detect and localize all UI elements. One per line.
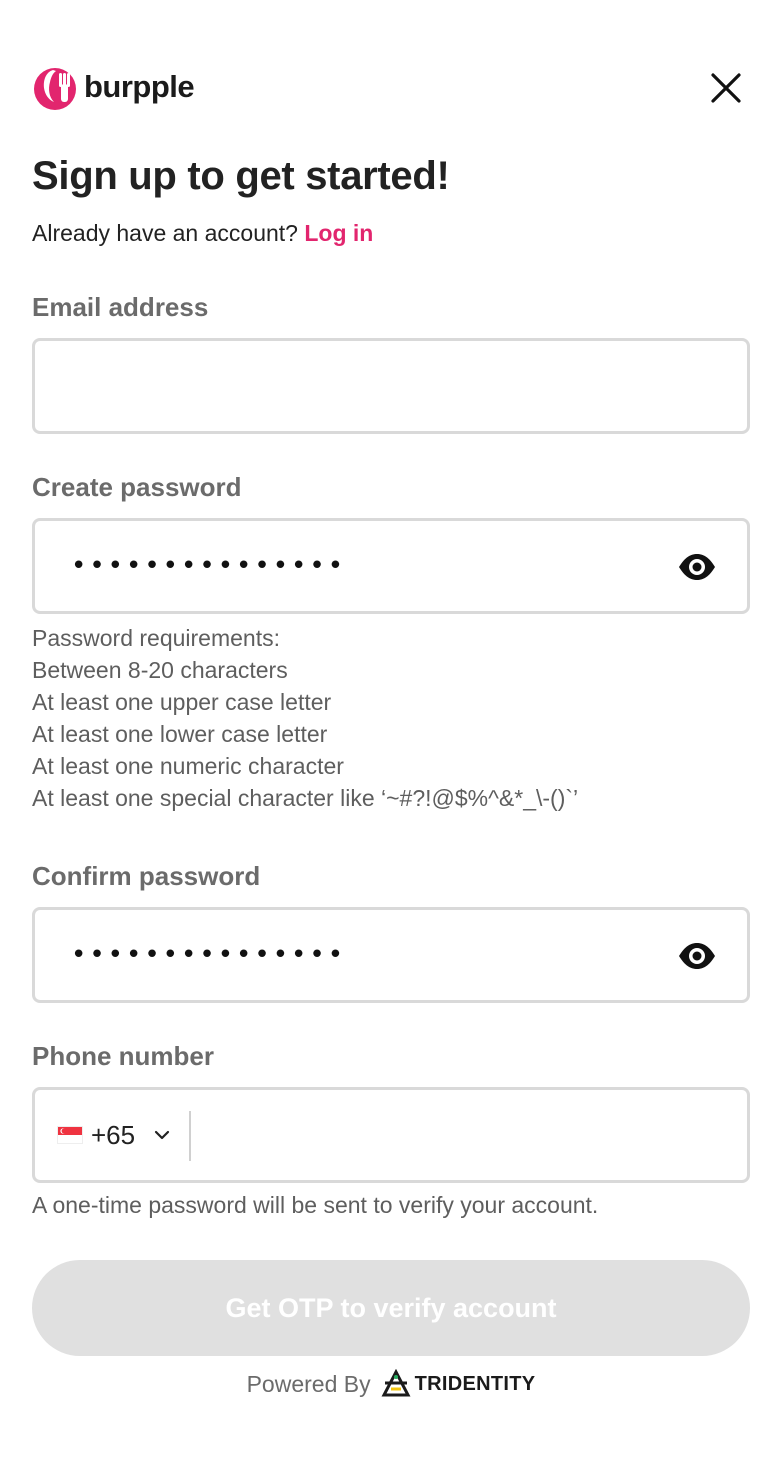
- country-code-selector[interactable]: [57, 1090, 171, 1180]
- requirement-line: At least one numeric character: [32, 753, 344, 779]
- login-prompt: [32, 220, 373, 247]
- email-field[interactable]: [35, 341, 669, 431]
- show-password-eye-icon[interactable]: [677, 547, 717, 587]
- confirm-password-label: Confirm password: [32, 861, 261, 891]
- show-confirm-password-eye-icon[interactable]: [677, 936, 717, 976]
- phone-field-box: [32, 1087, 750, 1183]
- burpple-logo-icon: [32, 64, 78, 110]
- requirement-line: At least one upper case letter: [32, 689, 332, 715]
- login-prompt-text: Already have an account?: [32, 220, 298, 246]
- country-code: +65: [91, 1119, 136, 1150]
- tridentity-name: TRIDENTITY: [414, 1372, 536, 1395]
- singapore-flag-icon: [57, 1126, 83, 1144]
- confirm-password-field-box: [32, 907, 750, 1003]
- email-label: Email address: [32, 292, 209, 322]
- requirement-line: Between 8-20 characters: [32, 657, 288, 683]
- create-password-field[interactable]: •••••••••••••••: [71, 551, 347, 581]
- page-title: Sign up to get started!: [32, 154, 450, 198]
- chevron-down-icon: [153, 1126, 171, 1144]
- close-icon: [711, 73, 741, 103]
- create-password-field-box: [32, 518, 750, 614]
- confirm-password-field[interactable]: •••••••••••••••: [71, 940, 347, 970]
- requirement-line: At least one lower case letter: [32, 721, 328, 747]
- tridentity-logo-icon: [381, 1369, 411, 1399]
- create-password-label: Create password: [32, 472, 242, 502]
- tridentity-logo: [381, 1369, 536, 1399]
- requirement-line: Password requirements:: [32, 625, 280, 651]
- brand-name: burpple: [84, 69, 195, 104]
- phone-number-field[interactable]: [195, 1090, 729, 1180]
- email-field-box: [32, 338, 750, 434]
- phone-label: Phone number: [32, 1041, 215, 1071]
- phone-divider: [189, 1111, 191, 1161]
- phone-hint: A one-time password will be sent to verify your account.: [32, 1192, 599, 1218]
- powered-by-text: Powered By: [246, 1370, 371, 1397]
- login-link[interactable]: Log in: [304, 220, 374, 246]
- password-requirements: [32, 622, 578, 814]
- powered-by-footer: [0, 1366, 782, 1402]
- requirement-line: At least one special character like ‘~#?!@$%^&*_\-()`’: [32, 785, 579, 811]
- close-button[interactable]: [700, 62, 752, 114]
- get-otp-button[interactable]: Get OTP to verify account: [32, 1260, 750, 1356]
- burpple-logo: [32, 63, 194, 111]
